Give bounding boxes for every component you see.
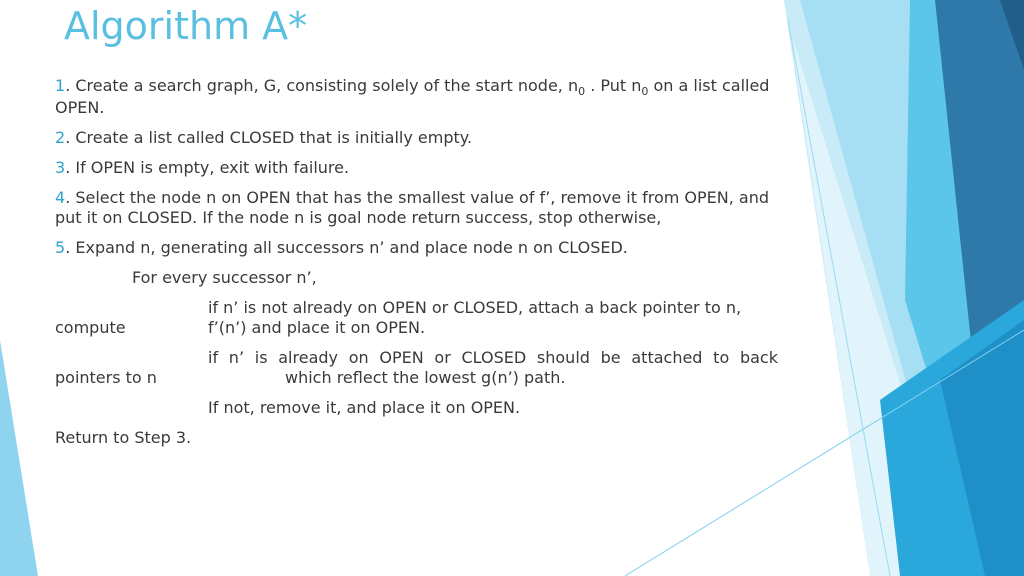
rule-2-label: pointers to n: [55, 368, 157, 387]
step-4: [55, 188, 778, 228]
return-step: Return to Step 3.: [55, 428, 192, 447]
rule-1: [55, 298, 778, 338]
step-2: [55, 128, 778, 148]
rule-2-line-1: if n’ is already on OPEN or CLOSED should be attached to back: [208, 348, 778, 367]
slide-body: [55, 76, 778, 448]
rule-1-label: compute: [55, 318, 126, 337]
step-number: 3: [55, 158, 66, 177]
left-accent-shape: [0, 340, 38, 576]
rule-1-text: f’(n’) and place it on OPEN.: [208, 318, 426, 337]
rule-3: If not, remove it, and place it on OPEN.: [208, 398, 521, 417]
rule-2-text: which reflect the lowest g(n’) path.: [285, 368, 566, 387]
subscript: 0: [641, 85, 649, 98]
rule-2: [55, 348, 778, 388]
step-3: [55, 158, 778, 178]
step-text: . Put n: [585, 76, 642, 95]
step-1: [55, 76, 778, 118]
rule-1-line-2: [55, 318, 778, 338]
step-text: on a list called OPEN.: [55, 76, 770, 117]
step-number: 2: [55, 128, 66, 147]
step-5: [55, 238, 778, 258]
subscript: 0: [578, 85, 586, 98]
slide-title: Algorithm A*: [64, 4, 308, 48]
step-number: 5: [55, 238, 66, 257]
step-text: . Create a search graph, G, consisting solely of the start node, n: [65, 76, 579, 95]
rule-2-line-2: [55, 368, 778, 388]
step-text: . Select the node n on OPEN that has the smallest value of f’, remove it from OPEN, and put it on CLOSED. If the node n is goal node return success, stop otherwise,: [55, 188, 770, 227]
step-text: . Expand n, generating all successors n’ and place node n on CLOSED.: [65, 238, 628, 257]
step-text: . If OPEN is empty, exit with failure.: [65, 158, 350, 177]
step-number: 1: [55, 76, 66, 95]
rule-1-line-1: if n’ is not already on OPEN or CLOSED, attach a back pointer to n,: [208, 298, 742, 317]
for-every-line: For every successor n’,: [132, 268, 317, 287]
step-number: 4: [55, 188, 66, 207]
step-text: . Create a list called CLOSED that is initially empty.: [65, 128, 473, 147]
